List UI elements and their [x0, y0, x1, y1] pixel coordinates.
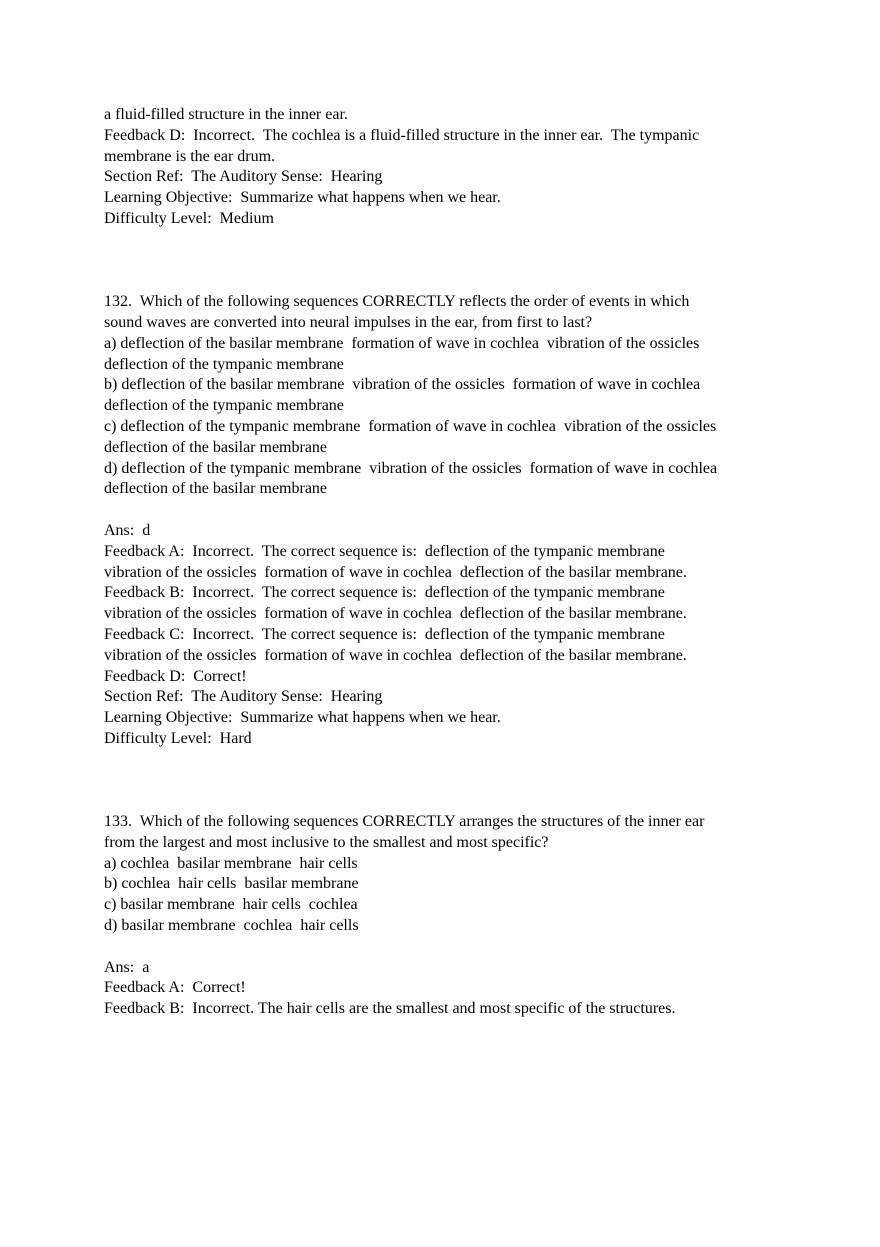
spacer	[104, 750, 784, 812]
feedback-b: Feedback B: Incorrect. The correct sequence is: deflection of the tympanic membrane	[104, 584, 665, 602]
feedback-a-cont: vibration of the ossicles formation of wave in cochlea deflection of the basilar membrane.	[104, 563, 687, 581]
learning-objective: Learning Objective: Summarize what happens when we hear.	[104, 189, 501, 207]
option-b: b) cochlea hair cells basilar membrane	[104, 875, 359, 893]
feedback-a: Feedback A: Incorrect. The correct sequence is: deflection of the tympanic membrane	[104, 542, 665, 560]
option-b-cont: deflection of the tympanic membrane	[104, 397, 344, 415]
feedback-d: Feedback D: Incorrect. The cochlea is a fluid-filled structure in the inner ear. The tympanic	[104, 126, 700, 144]
answer-key: Ans: a	[104, 958, 150, 976]
answer-options	[104, 854, 784, 937]
answer-132	[104, 521, 784, 750]
answer-key: Ans: d	[104, 521, 151, 539]
option-a-cont: deflection of the tympanic membrane	[104, 355, 344, 373]
option-c: c) deflection of the tympanic membrane formation of wave in cochlea vibration of the ossicles	[104, 417, 717, 435]
option-d: d) deflection of the tympanic membrane vibration of the ossicles formation of wave in cochlea	[104, 459, 718, 477]
difficulty-level: Difficulty Level: Medium	[104, 209, 274, 227]
option-a: a) deflection of the basilar membrane formation of wave in cochlea vibration of the ossicles	[104, 334, 700, 352]
spacer	[104, 500, 784, 521]
spacer	[104, 937, 784, 958]
question-stem: 133. Which of the following sequences CORRECTLY arranges the structures of the inner ear	[104, 813, 705, 831]
question-stem: 132. Which of the following sequences CORRECTLY reflects the order of events in which	[104, 293, 690, 311]
feedback-b-cont: vibration of the ossicles formation of wave in cochlea deflection of the basilar membrane.	[104, 605, 687, 623]
spacer	[104, 230, 784, 292]
text-line: membrane is the ear drum.	[104, 147, 276, 165]
option-d: d) basilar membrane cochlea hair cells	[104, 917, 359, 935]
option-b: b) deflection of the basilar membrane vibration of the ossicles formation of wave in cochlea	[104, 376, 701, 394]
section-ref: Section Ref: The Auditory Sense: Hearing	[104, 688, 383, 706]
feedback-d: Feedback D: Correct!	[104, 667, 247, 685]
section-ref: Section Ref: The Auditory Sense: Hearing	[104, 168, 383, 186]
option-a: a) cochlea basilar membrane hair cells	[104, 854, 358, 872]
feedback-b: Feedback B: Incorrect. The hair cells are the smallest and most specific of the structures.	[104, 1000, 676, 1018]
text-line: a fluid-filled structure in the inner ear.	[104, 106, 348, 123]
difficulty-level: Difficulty Level: Hard	[104, 729, 252, 747]
previous-question-continuation	[104, 105, 784, 230]
question-stem: from the largest and most inclusive to the smallest and most specific?	[104, 833, 549, 851]
feedback-a: Feedback A: Correct!	[104, 979, 246, 997]
feedback-c-cont: vibration of the ossicles formation of wave in cochlea deflection of the basilar membrane.	[104, 646, 687, 664]
page-content	[104, 105, 784, 1020]
option-c: c) basilar membrane hair cells cochlea	[104, 896, 358, 914]
option-d-cont: deflection of the basilar membrane	[104, 480, 328, 498]
answer-133	[104, 958, 784, 1020]
feedback-c: Feedback C: Incorrect. The correct sequence is: deflection of the tympanic membrane	[104, 625, 665, 643]
question-stem: sound waves are converted into neural impulses in the ear, from first to last?	[104, 313, 593, 331]
option-c-cont: deflection of the basilar membrane	[104, 438, 328, 456]
question-132	[104, 292, 784, 500]
answer-options	[104, 334, 784, 500]
learning-objective: Learning Objective: Summarize what happens when we hear.	[104, 709, 501, 727]
question-133	[104, 812, 784, 937]
